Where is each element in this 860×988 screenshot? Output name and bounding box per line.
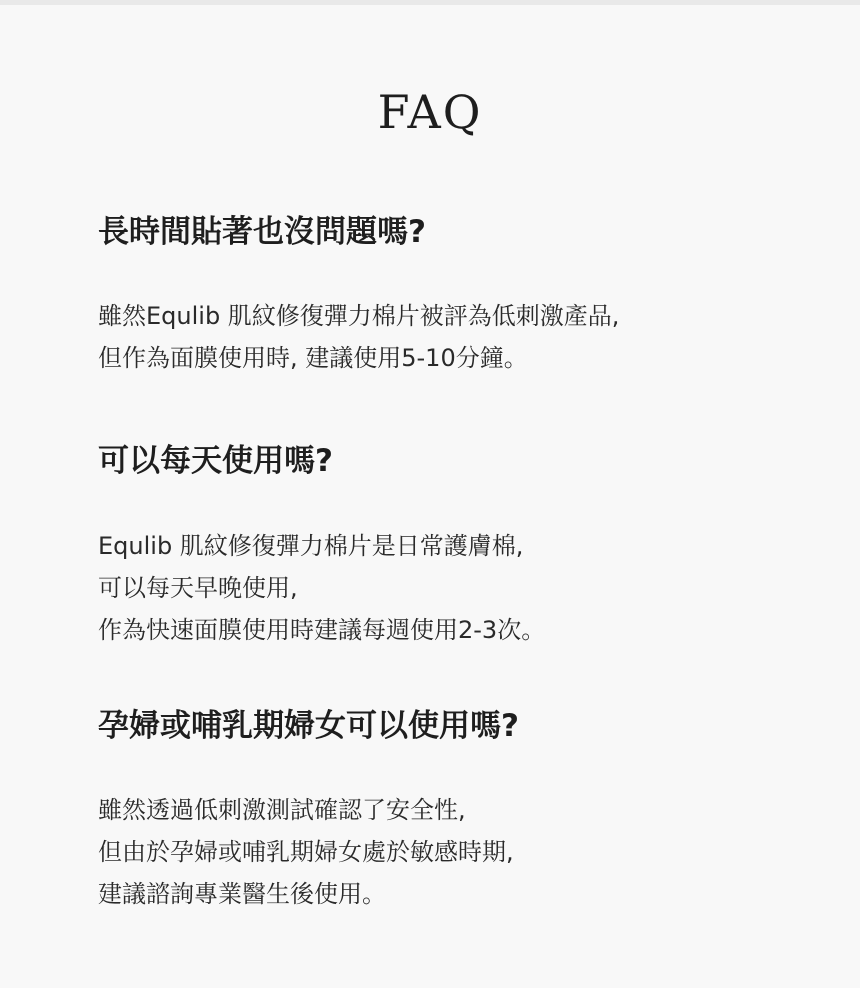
faq-answer-2-line-1: Equlib 肌紋修復彈力棉片是日常護膚棉,: [98, 532, 524, 560]
faq-answer-2: [98, 525, 545, 651]
faq-answer-3: [98, 789, 514, 915]
faq-answer-3-line-3: 建議諮詢專業醫生後使用。: [98, 880, 386, 908]
faq-question-2: 可以每天使用嗎?: [98, 443, 333, 479]
faq-answer-1-line-1: 雖然Equlib 肌紋修復彈力棉片被評為低刺激產品,: [98, 302, 620, 330]
page-title: FAQ: [377, 85, 483, 139]
faq-answer-1-line-2: 但作為面膜使用時, 建議使用5-10分鐘。: [98, 344, 528, 372]
faq-question-1: 長時間貼著也沒問題嗎?: [98, 214, 426, 250]
faq-question-3: 孕婦或哺乳期婦女可以使用嗎?: [98, 708, 519, 744]
top-divider-bar: [0, 0, 860, 5]
faq-answer-3-line-1: 雖然透過低刺激測試確認了安全性,: [98, 796, 466, 824]
faq-answer-2-line-3: 作為快速面膜使用時建議每週使用2-3次。: [98, 616, 546, 644]
faq-answer-2-line-2: 可以每天早晚使用,: [98, 574, 298, 602]
faq-answer-3-line-2: 但由於孕婦或哺乳期婦女處於敏感時期,: [98, 838, 514, 866]
faq-answer-1: [98, 295, 619, 379]
